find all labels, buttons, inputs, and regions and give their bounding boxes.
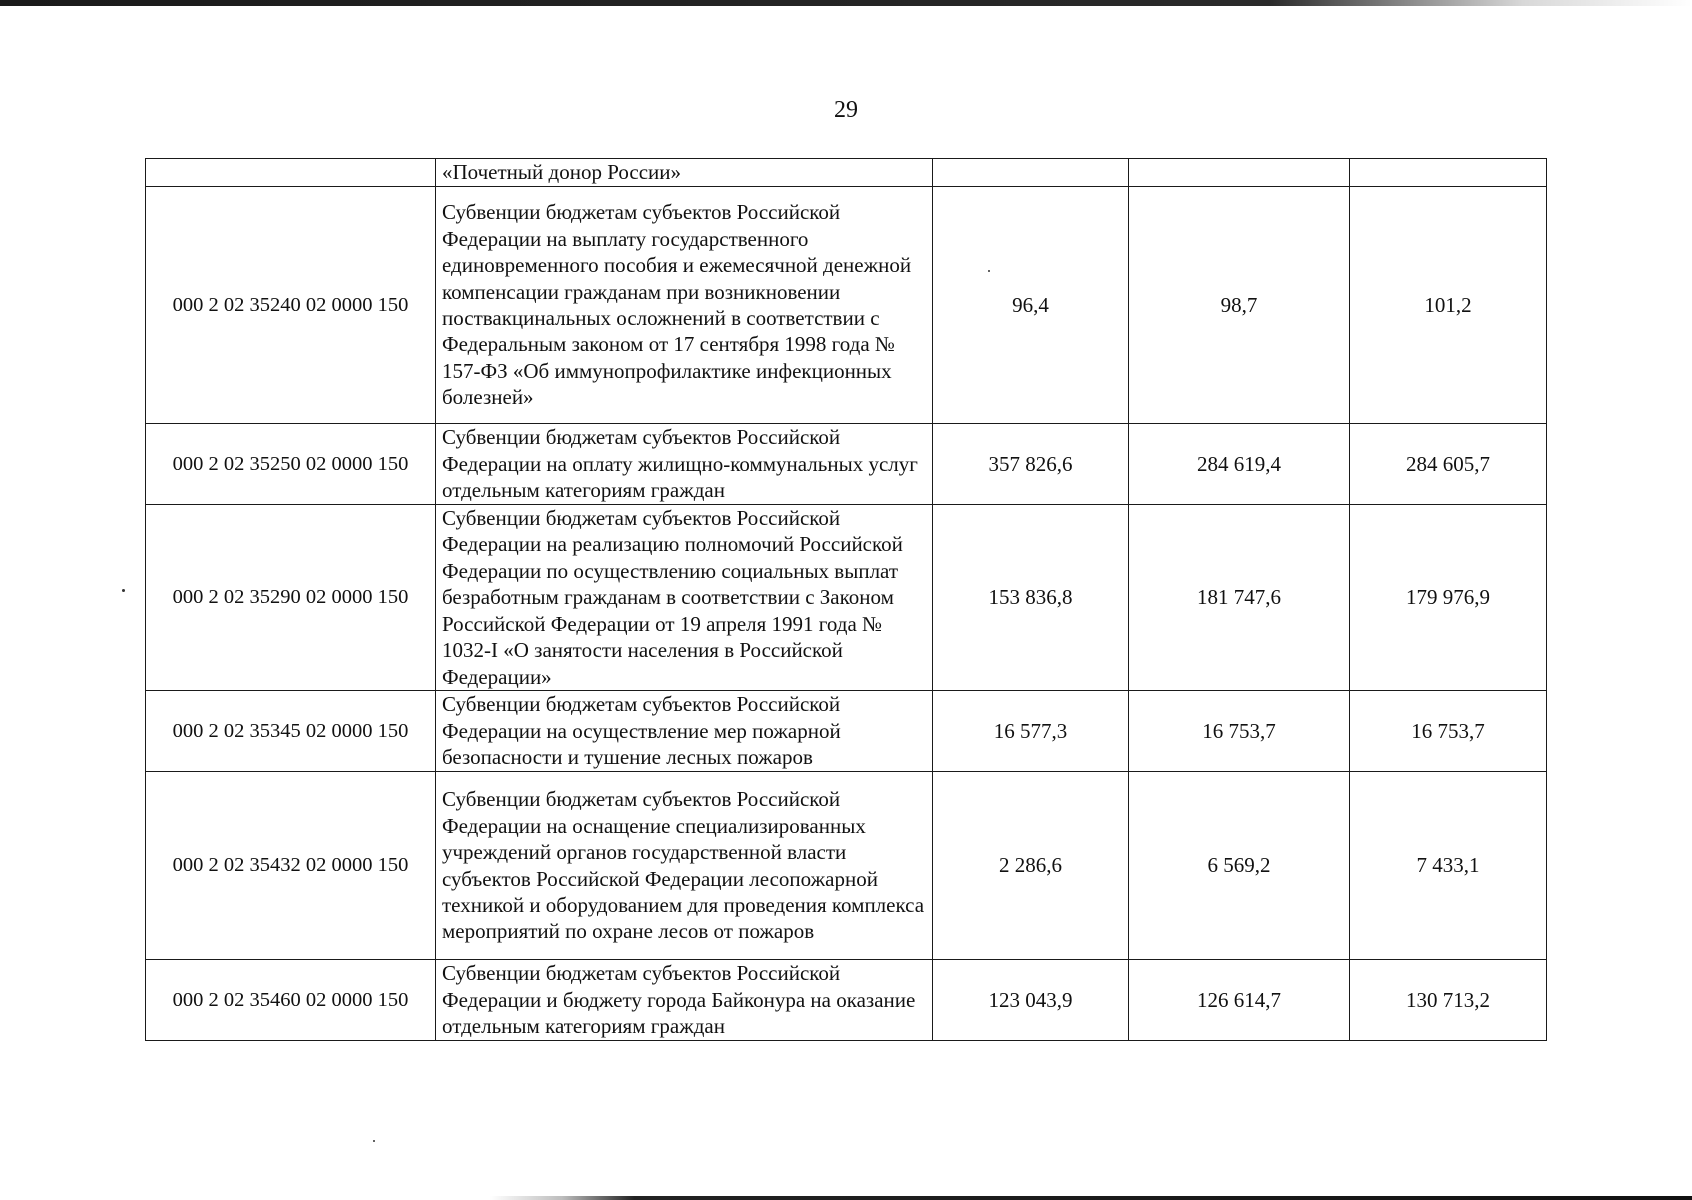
table-cell-code: 000 2 02 35460 02 0000 150 (146, 960, 436, 1041)
table-row (146, 505, 1547, 691)
table-cell-description: Субвенции бюджетам субъектов Российской Федерации и бюджету города Байконура на оказание отдельным категориям граждан (436, 960, 933, 1041)
table-cell-value-2: 16 753,7 (1129, 691, 1350, 772)
table-cell-value-3: 284 605,7 (1350, 424, 1547, 505)
table-cell-description: Субвенции бюджетам субъектов Российской Федерации на осуществление мер пожарной безопасности и тушение лесных пожаров (436, 691, 933, 772)
table-cell-code: 000 2 02 35240 02 0000 150 (146, 187, 436, 424)
table-cell-value-2: 126 614,7 (1129, 960, 1350, 1041)
table-row (146, 424, 1547, 505)
table-cell-code: 000 2 02 35345 02 0000 150 (146, 691, 436, 772)
table-row (146, 159, 1547, 187)
table-cell-value-2: 6 569,2 (1129, 772, 1350, 960)
table-cell-value-2: 284 619,4 (1129, 424, 1350, 505)
table-cell-code: 000 2 02 35290 02 0000 150 (146, 505, 436, 691)
table-cell-value-3: 101,2 (1350, 187, 1547, 424)
table-cell-value-2: 98,7 (1129, 187, 1350, 424)
table-cell-value-2: 181 747,6 (1129, 505, 1350, 691)
table-cell-description: Субвенции бюджетам субъектов Российской Федерации на реализацию полномочий Российской Федерации по осуществлению социальных выплат безработным гражданам в соответствии с Законом Российской Федерации от 19 апреля 1991 года № 1032-I «О занятости населения в Российской Федерации» (436, 505, 933, 691)
table-cell-value-1: 16 577,3 (933, 691, 1129, 772)
table-cell-description: Субвенции бюджетам субъектов Российской Федерации на оплату жилищно-коммунальных услуг отдельным категориям граждан (436, 424, 933, 505)
scan-edge-top (0, 0, 1692, 6)
scan-speck (988, 270, 990, 272)
table-row (146, 772, 1547, 960)
scan-speck (373, 1140, 375, 1142)
table-cell-value-1: 357 826,6 (933, 424, 1129, 505)
table-cell-value-3: 7 433,1 (1350, 772, 1547, 960)
table-row (146, 960, 1547, 1041)
table-cell-description: Субвенции бюджетам субъектов Российской Федерации на выплату государственного единовременного пособия и ежемесячной денежной компенсации гражданам при возникновении поствакцинальных осложнений в соответствии с Федеральным законом от 17 сентября 1998 года № 157-ФЗ «Об иммунопрофилактике инфекционных болезней» (436, 187, 933, 424)
table-cell-value-1: 153 836,8 (933, 505, 1129, 691)
table-cell-value-3: 130 713,2 (1350, 960, 1547, 1041)
table-cell-value-2 (1129, 159, 1350, 187)
scan-edge-bottom (490, 1196, 1692, 1200)
table-cell-value-3: 16 753,7 (1350, 691, 1547, 772)
table-row (146, 187, 1547, 424)
table-cell-value-1: 2 286,6 (933, 772, 1129, 960)
scan-speck (122, 589, 125, 592)
table-cell-description: «Почетный донор России» (436, 159, 933, 187)
table-row (146, 691, 1547, 772)
table-cell-code (146, 159, 436, 187)
table-cell-description: Субвенции бюджетам субъектов Российской Федерации на оснащение специализированных учреждений органов государственной власти субъектов Российской Федерации лесопожарной техникой и оборудованием для проведения комплекса мероприятий по охране лесов от пожаров (436, 772, 933, 960)
table-cell-value-3: 179 976,9 (1350, 505, 1547, 691)
table-cell-value-1 (933, 159, 1129, 187)
table-cell-code: 000 2 02 35432 02 0000 150 (146, 772, 436, 960)
budget-table (145, 158, 1547, 1041)
table-cell-value-1: 96,4 (933, 187, 1129, 424)
table-cell-value-1: 123 043,9 (933, 960, 1129, 1041)
table-cell-code: 000 2 02 35250 02 0000 150 (146, 424, 436, 505)
page-number: 29 (834, 97, 858, 123)
table-cell-value-3 (1350, 159, 1547, 187)
